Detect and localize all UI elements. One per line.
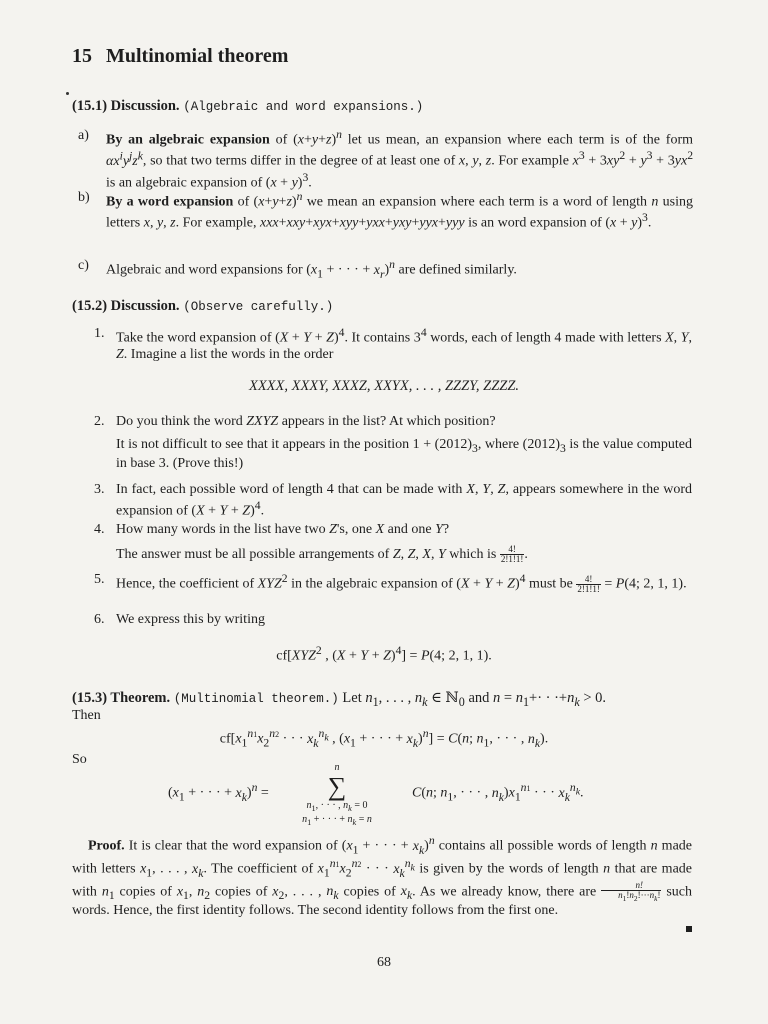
item-text: In fact, each possible word of length 4 that can be made with X, Y, Z, appears somewhere in the word expansion of $(X + Y + Z)^4$. (116, 482, 693, 519)
item-subtext: It is not difficult to see that it appears in the position $1 + (2012)_3$, where $(2012)_3$ is the value computed in base 3. (Prove this!) (116, 436, 692, 471)
item-label: 1. (94, 326, 105, 341)
theorem-sum-lhs: ($x_1$ + · · · + $x_k)^n$ = (168, 781, 269, 804)
item-text: Do you think the word ZXYZ appears in the list? At which position? (116, 414, 496, 429)
discussion-15-1-heading (72, 98, 423, 115)
discussion-15-2-note: (Observe carefully.) (183, 300, 334, 314)
summation-symbol: n ∑ $n_1$, · · · , $n_k = 0$ $n_1$ + · · · + $n_k = n$ (302, 762, 372, 827)
item-label: b) (78, 190, 90, 205)
item-label: a) (78, 128, 89, 143)
theorem-note: (Multinomial theorem.) (173, 692, 339, 706)
item-text: We express this by writing (116, 612, 265, 627)
qed-square (686, 926, 692, 932)
item-text: Hence, the coefficient of XYZ$^2$ in the algebraic expansion of $(X + Y + Z)^4$ must be $\frac{4!}{2!1!1!}$ = P(4; 2, 1, 1). (116, 572, 687, 594)
theorem-label: (15.3) Theorem. (72, 690, 171, 706)
discussion-15-1-item-c (78, 258, 693, 281)
item-lead: By a word expansion (106, 194, 234, 210)
discussion-15-1-label: (15.1) Discussion. (72, 98, 180, 114)
proof-paragraph: Proof. It is clear that the word expansion of ($x_1$ + · · · + $x_k)^n$ contains all possible words of length n made with letters $x_1$, . . . , $x_k$. The coefficient of $x_1^{n1}x_2^{n2}$ · · · $x_k^{n_k}$ is given by the words of length n that are made with $n_1$ copies of $x_1$, $n_2$ copies of $x_2$, . . . , $n_k$ copies of $x_k$. As we already know, there are $\frac{n!}{n_1!n_2!\cdot\cdot\cdot n_k!}$ such words. Hence, the first identity follows. The second identity follows from the first one. (72, 834, 693, 919)
section-heading (72, 44, 288, 68)
coefficient-display: cf[XYZ$^2$ , $(X + Y + Z)^4] = P(4$; 2, 1, 1). (276, 644, 492, 664)
item-text: How many words in the list have two Z's, one X and one Y? (116, 522, 450, 537)
item-subtext: The answer must be all possible arrangements of Z, Z, X, Y which is $\frac{4!}{2!1!1!}$ . (116, 543, 528, 565)
discussion-15-2-item-3 (94, 482, 692, 520)
word-list-display: XXXX, XXXY, XXXZ, XXYX, . . . , ZZZY, ZZZZ. (248, 378, 520, 394)
discussion-15-2-label: (15.2) Discussion. (72, 298, 180, 314)
item-text: Algebraic and word expansions for ($x_1$ + · · · + $x_r)^n$ are defined similarly. (106, 258, 517, 281)
discussion-15-2-item-6 (94, 612, 692, 629)
discussion-15-2-item-1 (94, 326, 692, 364)
item-text: By an algebraic expansion of $(x+y+z)^n$ let us mean, an expansion where each term is of the form $\alpha x^iy^jz^k$, so that two terms differ in the degree of at least one of x, y, z. For example $x^3 + 3xy^2 + y^3 + 3yx^2$ is an algebraic expansion of $(x + y)^3$. (106, 128, 694, 191)
item-lead: By an algebraic expansion (106, 132, 270, 148)
discussion-15-2-item-5 (94, 572, 692, 594)
theorem-15-3-heading: (15.3) Theorem. (Multinomial theorem.) Let $n_1$, . . . , $n_k$ ∈ ℕ$_0$ and $n = n_1+\cdot \cdot \cdot+n_k > 0$. (72, 690, 607, 709)
proof-label: Proof. (88, 838, 125, 854)
margin-mark (66, 92, 69, 95)
page-number: 68 (377, 955, 391, 970)
discussion-15-2-item-2 (94, 414, 692, 472)
item-text: Take the word expansion of $(X + Y + Z)^4$. It contains $3^4$ words, each of length 4 made with letters X, Y, Z. Imagine a list the words in the order (116, 326, 692, 363)
item-label: c) (78, 258, 89, 273)
theorem-first-identity: $cf[x_1^{n1}x_2^{n2}$ · · · $x_k^{n_k}$ , ($x_1$ + · · · + $x_k)^n] = C(n$; $n_1$, · · · , $n_k$). (219, 727, 549, 750)
discussion-15-1-item-b (78, 190, 693, 233)
discussion-15-1-item-a (78, 128, 693, 192)
theorem-sum-rhs: C(n; $n_1$, · · · , $n_k)x_1^{n1}$ · · · $x_k^{n_k}$. (412, 781, 584, 804)
item-label: 2. (94, 414, 105, 429)
section-title: Multinomial theorem (106, 45, 289, 67)
discussion-15-2-item-4 (94, 522, 692, 565)
item-label: 3. (94, 482, 105, 497)
item-text: By a word expansion of $(x+y+z)^n$ we mean an expansion where each term is a word of length n using letters x, y, z. For example, xxx+xxy+xyx+xyy+yxx+yxy+yyx+yyy is an word expansion of $(x + y)^3$. (106, 190, 693, 232)
theorem-then: Then (72, 708, 101, 723)
item-label: 4. (94, 522, 105, 537)
section-number: 15 (72, 45, 92, 67)
theorem-so: So (72, 752, 87, 767)
item-label: 6. (94, 612, 105, 627)
item-label: 5. (94, 572, 105, 587)
discussion-15-1-note: (Algebraic and word expansions.) (183, 100, 424, 114)
discussion-15-2-heading (72, 298, 333, 315)
